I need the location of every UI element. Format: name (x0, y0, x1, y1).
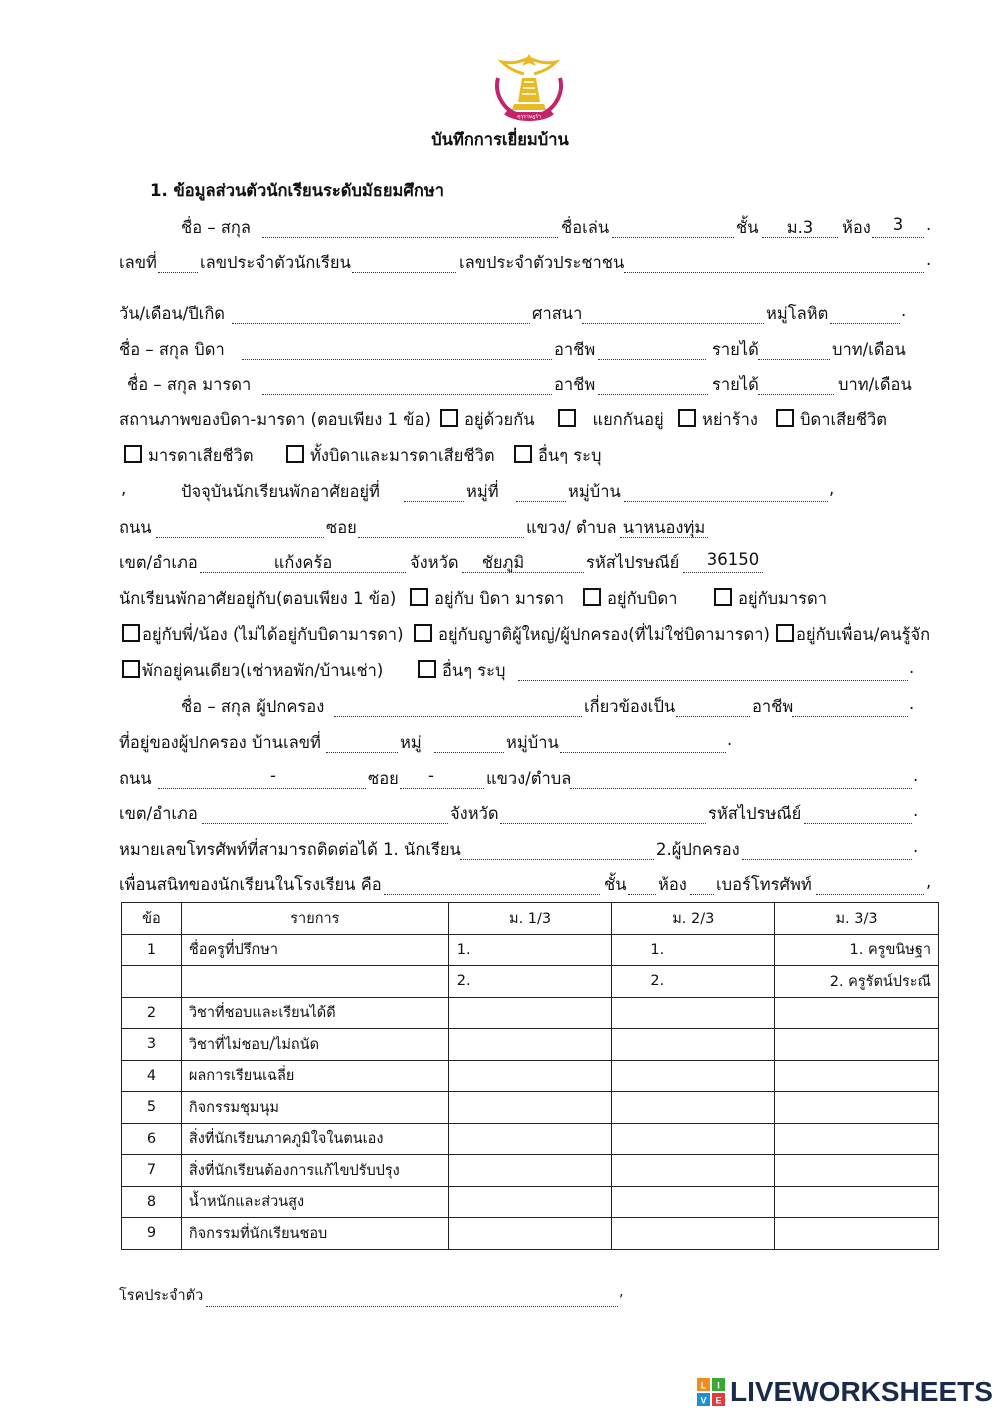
row-m3[interactable] (775, 1218, 939, 1250)
row-m2[interactable]: 2. (612, 966, 775, 998)
table-row (122, 966, 939, 998)
row-m1[interactable] (448, 1218, 612, 1250)
row-m1[interactable] (448, 1123, 612, 1155)
citizen-id-field[interactable] (624, 252, 924, 273)
checkbox-divorced[interactable]: หย่าร้าง (678, 407, 758, 433)
row-number: 3 (122, 1029, 182, 1061)
row-m3[interactable]: 1. ครูขนิษฐา (775, 934, 939, 966)
label-guardian-moo: หมู่ (400, 733, 422, 752)
mother-job-field[interactable] (598, 374, 708, 395)
label-live-with: นักเรียนพักอาศัยอยู่กับ(ตอบเพียง 1 ข้อ) (119, 589, 397, 608)
checkbox-father-deceased[interactable]: บิดาเสียชีวิต (776, 407, 887, 433)
label-soi: ซอย (326, 518, 357, 537)
row-end: . (913, 837, 919, 856)
student-info-table (121, 902, 939, 1250)
row-item: ชื่อครูที่ปรึกษา (181, 934, 448, 966)
row-end: . (901, 301, 907, 320)
label-phone: หมายเลขโทรศัพท์ที่สามารถติดต่อได้ 1. นักเรียน (119, 840, 461, 859)
form-row-live-with-2 (0, 622, 1000, 652)
label-number: เลขที่ (119, 253, 157, 272)
label-friend-room: ห้อง (658, 875, 687, 894)
mother-income-field[interactable] (758, 374, 834, 395)
label-subdistrict: แขวง/ ตำบล (526, 518, 617, 537)
header-m3: ม. 3/3 (775, 903, 939, 935)
friend-field[interactable] (384, 874, 600, 895)
row-number: 4 (122, 1060, 182, 1092)
form-row-district (0, 550, 1000, 580)
label-parent-status: สถานภาพของบิดา-มารดา (ตอบเพียง 1 ข้อ) (119, 410, 431, 429)
row-item: น้ำหนักและส่วนสูง (181, 1186, 448, 1218)
header-item: รายการ (181, 903, 448, 935)
form-row-parent-status (0, 407, 1000, 437)
name-field[interactable] (262, 217, 558, 238)
form-row-parent-status-2 (0, 443, 1000, 473)
guardian-field[interactable] (334, 696, 582, 717)
mother-field[interactable] (262, 374, 552, 395)
table-row (122, 1123, 939, 1155)
row-number (122, 966, 182, 998)
row-m2[interactable]: 1. (612, 934, 775, 966)
subdistrict-value: นาหนองทุ่ม (622, 518, 706, 537)
row-m1[interactable] (448, 1155, 612, 1187)
form-row-live-with (0, 586, 1000, 616)
row-number: 1 (122, 934, 182, 966)
table-row (122, 934, 939, 966)
birth-field[interactable] (232, 303, 530, 324)
row-number: 5 (122, 1092, 182, 1124)
label-grade: ชั้น (736, 218, 759, 237)
form-row-mother (0, 372, 1000, 402)
label-nickname: ชื่อเล่น (561, 218, 610, 237)
checkbox-friends[interactable]: อยู่กับเพื่อน/คนรู้จัก (776, 622, 930, 648)
row-m2[interactable] (612, 1123, 775, 1155)
label-guardian-province: จังหวัด (450, 804, 499, 823)
label-father-job: อาชีพ (554, 340, 596, 359)
form-row-father (0, 337, 1000, 367)
form-row-live-with-3 (0, 658, 1000, 688)
row-item: ผลการเรียนเฉลี่ย (181, 1060, 448, 1092)
svg-text:คุรุราษฎร์ฯ: คุรุราษฎร์ฯ (517, 114, 541, 120)
row-m2[interactable] (612, 1060, 775, 1092)
row-end: , (829, 479, 835, 498)
guardian-phone-field[interactable] (742, 839, 912, 860)
label-guardian-postcode: รหัสไปรษณีย์ (708, 804, 802, 823)
guardian-province-field[interactable] (500, 803, 706, 824)
checkbox-both-deceased[interactable]: ทั้งบิดาและมารดาเสียชีวิต (286, 443, 495, 469)
label-citizen-id: เลขประจำตัวประชาชน (459, 253, 625, 272)
table-row (122, 1060, 939, 1092)
form-row-guardian-district (0, 801, 1000, 831)
header-no: ข้อ (122, 903, 182, 935)
checkbox-other[interactable]: อื่นๆ ระบุ (514, 443, 602, 469)
school-emblem-logo (490, 52, 568, 124)
table-row (122, 1155, 939, 1187)
row-m2[interactable] (612, 1155, 775, 1187)
header-m2: ม. 2/3 (612, 903, 775, 935)
label-birth: วัน/เดือน/ปีเกิด (119, 304, 226, 323)
logo-letter-i: I (717, 1380, 720, 1391)
form-row-road (0, 515, 1000, 545)
row-m3[interactable] (775, 1186, 939, 1218)
row-m1[interactable] (448, 1060, 612, 1092)
grade-value: ม.3 (786, 218, 814, 237)
row-m1[interactable] (448, 997, 612, 1029)
row-end: , (619, 1284, 624, 1300)
page-title: บันทึกการเยี่ยมบ้าน (431, 130, 569, 149)
label-village: หมู่บ้าน (568, 482, 621, 501)
label-student-id: เลขประจำตัวนักเรียน (200, 253, 351, 272)
row-number: 9 (122, 1218, 182, 1250)
guardian-house-field[interactable] (326, 732, 398, 753)
relation-field[interactable] (676, 696, 750, 717)
logo-letter-e: E (715, 1395, 722, 1406)
row-m2[interactable] (612, 1092, 775, 1124)
checkbox-both-parents[interactable]: อยู่กับ บิดา มารดา (410, 586, 564, 612)
row-end: . (727, 730, 733, 749)
row-end: . (909, 658, 915, 677)
row-m3[interactable] (775, 997, 939, 1029)
house-number-field[interactable] (404, 481, 464, 502)
label-mother-income: รายได้ (712, 375, 759, 394)
row-item: กิจกรรมที่นักเรียนชอบ (181, 1218, 448, 1250)
guardian-postcode-field[interactable] (804, 803, 912, 824)
label-guardian-phone: 2.ผู้ปกครอง (656, 840, 740, 859)
row-end: . (913, 766, 919, 785)
student-id-field[interactable] (352, 252, 456, 273)
label-mother-job: อาชีพ (554, 375, 596, 394)
friend-grade-field[interactable] (628, 874, 656, 895)
section-title: 1. ข้อมูลส่วนตัวนักเรียนระดับมัธยมศึกษา (150, 181, 444, 200)
row-m3[interactable] (775, 1092, 939, 1124)
row-m1[interactable] (448, 1092, 612, 1124)
logo-letter-v: V (700, 1395, 707, 1406)
logo-letter-l: L (700, 1380, 707, 1391)
table-row (122, 997, 939, 1029)
province-value: ชัยภูมิ (481, 553, 525, 572)
checkbox-other-residence[interactable]: อื่นๆ ระบุ (418, 658, 506, 684)
row-end: . (909, 694, 915, 713)
row-m1[interactable] (448, 1186, 612, 1218)
label-moo: หมู่ที่ (466, 482, 499, 501)
religion-field[interactable] (582, 303, 764, 324)
label-disease: โรคประจำตัว (119, 1288, 204, 1304)
table-row (122, 1092, 939, 1124)
father-income-field[interactable] (758, 339, 830, 360)
label-guardian-soi: ซอย (368, 769, 399, 788)
table-row (122, 1029, 939, 1061)
form-row-disease (0, 1284, 1000, 1314)
label-guardian-job: อาชีพ (752, 697, 794, 716)
row-m3[interactable] (775, 1155, 939, 1187)
label-room: ห้อง (842, 218, 871, 237)
header-m1: ม. 1/3 (448, 903, 612, 935)
row-number: 7 (122, 1155, 182, 1187)
label-guardian-road: ถนน (119, 769, 152, 788)
guardian-subdistrict-field[interactable] (570, 768, 912, 789)
row-m1[interactable]: 2. (448, 966, 612, 998)
label-province: จังหวัด (410, 553, 459, 572)
row-m1[interactable] (448, 1029, 612, 1061)
moo-field[interactable] (516, 481, 566, 502)
label-residence: ปัจจุบันนักเรียนพักอาศัยอยู่ที่ (181, 482, 380, 501)
row-item: กิจกรรมชุมนุม (181, 1092, 448, 1124)
row-m3[interactable]: 2. ครูรัตน์ประณี (775, 966, 939, 998)
soi-field[interactable] (358, 517, 524, 538)
liveworksheets-logo-icon (696, 1377, 726, 1407)
table-header-row (122, 903, 939, 935)
label-guardian-address: ที่อยู่ของผู้ปกครอง บ้านเลขที่ (119, 733, 321, 752)
guardian-road-value: - (270, 766, 276, 785)
room-value: 3 (892, 215, 904, 234)
label-unit: บาท/เดือน (838, 375, 912, 394)
row-m2[interactable] (612, 1029, 775, 1061)
row-item: สิ่งที่นักเรียนต้องการแก้ไขปรับปรุง (181, 1155, 448, 1187)
label-religion: ศาสนา (532, 304, 583, 323)
row-m1[interactable]: 1. (448, 934, 612, 966)
table-row (122, 1218, 939, 1250)
father-job-field[interactable] (598, 339, 706, 360)
nickname-field[interactable] (612, 217, 734, 238)
disease-field[interactable] (206, 1286, 618, 1307)
father-field[interactable] (242, 339, 552, 360)
row-end: . (913, 801, 919, 820)
label-district: เขต/อำเภอ (119, 553, 198, 572)
friend-room-field[interactable] (690, 874, 714, 895)
label-unit: บาท/เดือน (832, 340, 906, 359)
guardian-district-field[interactable] (202, 803, 448, 824)
form-row-ids (0, 250, 1000, 280)
row-end: . (926, 250, 932, 269)
label-guardian: ชื่อ – สกุล ผู้ปกครอง (181, 697, 325, 716)
label-friend-grade: ชั้น (604, 875, 627, 894)
label-guardian-district: เขต/อำเภอ (119, 804, 198, 823)
row-end: . (926, 215, 932, 234)
checkbox-relatives[interactable]: อยู่กับญาติผู้ใหญ่/ผู้ปกครอง(ที่ไม่ใช่บิดามารดา) (414, 622, 770, 648)
row-number: 2 (122, 997, 182, 1029)
student-phone-field[interactable] (460, 839, 654, 860)
form-row-name (0, 215, 1000, 245)
row-m2[interactable] (612, 1218, 775, 1250)
friend-phone-field[interactable] (816, 874, 924, 895)
form-row-guardian-road (0, 766, 1000, 796)
other-residence-field[interactable] (518, 660, 908, 681)
form-row-guardian-address (0, 730, 1000, 760)
postcode-value: 36150 (706, 550, 760, 569)
row-number: 8 (122, 1186, 182, 1218)
checkbox-together[interactable]: อยู่ด้วยกัน (440, 407, 535, 433)
label-postcode: รหัสไปรษณีย์ (586, 553, 680, 572)
checkbox-alone[interactable]: พักอยู่คนเดียว(เช่าหอพัก/บ้านเช่า) (122, 658, 383, 684)
row-item: วิชาที่ไม่ชอบ/ไม่ถนัด (181, 1029, 448, 1061)
road-field[interactable] (156, 517, 324, 538)
label-relation: เกี่ยวข้องเป็น (584, 697, 676, 716)
label-guardian-subdistrict: แขวง/ตำบล (486, 769, 572, 788)
checkbox-mother-deceased[interactable]: มารดาเสียชีวิต (124, 443, 254, 469)
guardian-village-field[interactable] (560, 732, 726, 753)
label-road: ถนน (119, 518, 152, 537)
guardian-moo-field[interactable] (434, 732, 504, 753)
form-row-birth (0, 301, 1000, 331)
row-m3[interactable] (775, 1123, 939, 1155)
checkbox-separated[interactable]: แยกกันอยู่ (558, 407, 664, 433)
label-blood: หมู่โลหิต (766, 304, 829, 323)
number-field[interactable] (158, 252, 198, 273)
label-friend: เพื่อนสนิทของนักเรียนในโรงเรียน คือ (119, 875, 382, 894)
form-row-phone (0, 837, 1000, 867)
row-number: 6 (122, 1123, 182, 1155)
label-name: ชื่อ – สกุล (181, 218, 252, 237)
label-father: ชื่อ – สกุล บิดา (119, 340, 225, 359)
row-start: , (121, 479, 127, 498)
label-mother: ชื่อ – สกุล มารดา (127, 375, 252, 394)
form-row-guardian (0, 694, 1000, 724)
row-item (181, 966, 448, 998)
row-m3[interactable] (775, 1029, 939, 1061)
blood-field[interactable] (830, 303, 900, 324)
row-end: , (926, 872, 932, 891)
village-field[interactable] (624, 481, 828, 502)
row-item: วิชาที่ชอบและเรียนได้ดี (181, 997, 448, 1029)
row-item: สิ่งที่นักเรียนภาคภูมิใจในตนเอง (181, 1123, 448, 1155)
row-m2[interactable] (612, 997, 775, 1029)
table-row (122, 1186, 939, 1218)
checkbox-mother[interactable]: อยู่กับมารดา (714, 586, 827, 612)
label-friend-phone: เบอร์โทรศัพท์ (716, 875, 812, 894)
brand-name: LIVEWORKSHEETS (730, 1376, 993, 1407)
district-value: แก้งคร้อ (273, 553, 333, 572)
form-row-residence (0, 479, 1000, 509)
checkbox-father[interactable]: อยู่กับบิดา (583, 586, 678, 612)
form-row-friend (0, 872, 1000, 902)
guardian-soi-value: - (428, 766, 434, 785)
checkbox-siblings[interactable]: อยู่กับพี่/น้อง (ไม่ได้อยู่กับบิดามารดา) (122, 622, 404, 648)
label-father-income: รายได้ (712, 340, 759, 359)
label-guardian-village: หมู่บ้าน (506, 733, 559, 752)
row-m2[interactable] (612, 1186, 775, 1218)
guardian-job-field[interactable] (792, 696, 908, 717)
row-m3[interactable] (775, 1060, 939, 1092)
